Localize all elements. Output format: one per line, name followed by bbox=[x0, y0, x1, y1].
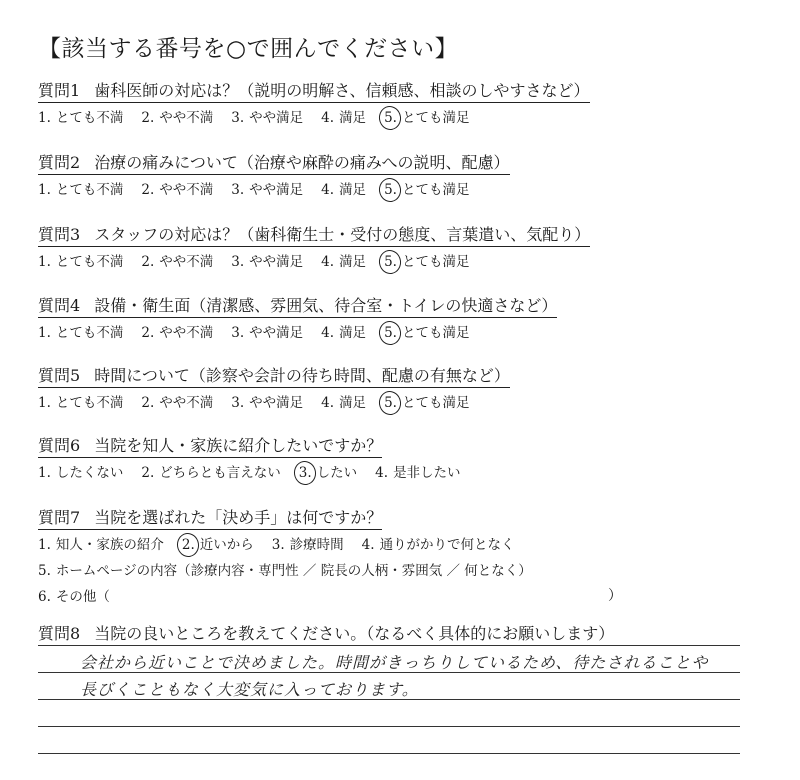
answer-option[interactable] bbox=[272, 533, 344, 553]
answer-option[interactable] bbox=[231, 391, 303, 411]
option-number: 4. bbox=[321, 325, 335, 341]
option-label: 是非したい bbox=[393, 465, 461, 481]
option-label: 近いから bbox=[199, 537, 254, 553]
option-label: とても不満 bbox=[55, 325, 124, 341]
question-2 bbox=[38, 150, 510, 198]
handwritten-answer-line-2: 長びくこともなく大変気に入っております。 bbox=[80, 680, 419, 699]
answer-options bbox=[38, 250, 590, 270]
option-label: 満足 bbox=[339, 110, 367, 126]
answer-option[interactable] bbox=[38, 391, 123, 411]
answer-options bbox=[38, 461, 479, 481]
answer-options bbox=[38, 391, 510, 411]
question-number: 質問7 bbox=[38, 508, 81, 527]
option-label: とても満足 bbox=[401, 325, 470, 341]
answer-option[interactable] bbox=[182, 533, 254, 553]
answer-option[interactable] bbox=[38, 461, 123, 481]
option-number: 4. bbox=[321, 182, 335, 198]
answer-line bbox=[38, 753, 740, 754]
option-number: 1. bbox=[38, 537, 51, 553]
option-number: 4. bbox=[361, 537, 375, 553]
question-6 bbox=[38, 433, 479, 481]
option-label: やや不満 bbox=[159, 395, 214, 411]
question-4 bbox=[38, 293, 557, 341]
option-label: とても満足 bbox=[401, 395, 470, 411]
option-number: 4. bbox=[321, 110, 335, 126]
option-number: 3. bbox=[298, 465, 312, 481]
option-label: とても満足 bbox=[401, 254, 470, 270]
question-text: 設備・衛生面（清潔感、雰囲気、待合室・トイレの快適さなど） bbox=[94, 296, 558, 315]
option-number: 3. bbox=[231, 395, 245, 411]
question-number: 質問5 bbox=[38, 366, 81, 385]
question-text: 治療の痛みについて（治療や麻酔の痛みへの説明、配慮） bbox=[94, 153, 510, 172]
answer-option[interactable] bbox=[38, 559, 532, 579]
option-label: したい bbox=[316, 465, 358, 481]
answer-option[interactable] bbox=[375, 461, 460, 481]
option-number: 1. bbox=[38, 395, 51, 411]
option-number: 1. bbox=[38, 182, 51, 198]
question-heading bbox=[38, 293, 557, 318]
option-label: やや不満 bbox=[159, 325, 214, 341]
question-text: 当院を選ばれた「決め手」は何ですか？ bbox=[94, 508, 383, 527]
option-number: 5. bbox=[38, 563, 51, 579]
option-number: 6. bbox=[38, 589, 51, 605]
question-number: 質問2 bbox=[38, 153, 81, 172]
answer-options bbox=[38, 533, 550, 553]
question-text: 当院の良いところを教えてください。（なるべく具体的にお願いします） bbox=[94, 624, 615, 643]
option-number: 3. bbox=[231, 254, 245, 270]
option-label: やや不満 bbox=[159, 254, 214, 270]
question-number: 質問6 bbox=[38, 436, 81, 455]
answer-option[interactable] bbox=[384, 106, 469, 126]
option-label: やや満足 bbox=[249, 325, 304, 341]
option-label: とても不満 bbox=[55, 182, 124, 198]
option-label: やや不満 bbox=[159, 110, 214, 126]
question-7 bbox=[38, 505, 622, 605]
option-label: やや満足 bbox=[249, 395, 304, 411]
option-label: やや満足 bbox=[249, 254, 304, 270]
option-label: 満足 bbox=[339, 395, 367, 411]
question-heading bbox=[38, 621, 614, 645]
option-number: 2. bbox=[181, 537, 195, 553]
option-label: 満足 bbox=[339, 254, 367, 270]
option-number: 5. bbox=[384, 395, 397, 411]
option-number: 2. bbox=[141, 182, 155, 198]
option-label: 通りがかりで何となく bbox=[379, 537, 515, 553]
answer-option[interactable] bbox=[38, 533, 164, 553]
option-number: 1. bbox=[38, 254, 51, 270]
answer-option[interactable] bbox=[38, 250, 123, 270]
option-number: 2. bbox=[141, 395, 155, 411]
question-text: 当院を知人・家族に紹介したいですか？ bbox=[94, 436, 383, 455]
option-number: 4. bbox=[321, 254, 335, 270]
answer-option[interactable] bbox=[321, 321, 366, 341]
option-label: とても満足 bbox=[401, 182, 470, 198]
option-number: 3. bbox=[231, 182, 245, 198]
question-text: 歯科医師の対応は？（説明の明解さ、信頼感、相談のしやすさなど） bbox=[94, 81, 590, 100]
handwritten-answer-line-1: 会社から近いことで決めました。時間がきっちりしているため、待たされることや bbox=[80, 653, 709, 672]
option-number: 5. bbox=[384, 110, 397, 126]
option-label: 知人・家族の紹介 bbox=[55, 537, 164, 553]
answer-line bbox=[38, 726, 740, 727]
answer-option[interactable] bbox=[384, 391, 469, 411]
answer-option[interactable] bbox=[141, 106, 213, 126]
option-label: とても不満 bbox=[55, 395, 124, 411]
answer-option[interactable] bbox=[231, 321, 303, 341]
answer-options bbox=[38, 178, 510, 198]
answer-option[interactable] bbox=[384, 250, 469, 270]
option-label: とても不満 bbox=[55, 254, 124, 270]
answer-option[interactable] bbox=[38, 106, 123, 126]
option-number: 1. bbox=[38, 325, 51, 341]
option-number: 3. bbox=[231, 325, 245, 341]
option-number: 4. bbox=[375, 465, 389, 481]
answer-option[interactable] bbox=[384, 178, 469, 198]
answer-option[interactable] bbox=[321, 391, 366, 411]
question-3 bbox=[38, 222, 590, 270]
option-number: 5. bbox=[384, 254, 397, 270]
option-label: やや満足 bbox=[249, 182, 304, 198]
option-number: 4. bbox=[321, 395, 335, 411]
answer-option[interactable] bbox=[38, 321, 123, 341]
answer-option[interactable] bbox=[231, 178, 303, 198]
option-label: その他（ bbox=[55, 589, 110, 605]
option-number: 2. bbox=[141, 325, 155, 341]
option-number: 1. bbox=[38, 465, 51, 481]
option-label: やや不満 bbox=[159, 182, 214, 198]
question-heading bbox=[38, 78, 590, 103]
question-heading bbox=[38, 505, 382, 530]
form-title: 【該当する番号を○で囲んでください】 bbox=[38, 36, 459, 62]
option-label: とても満足 bbox=[401, 110, 470, 126]
answer-option-row bbox=[38, 585, 622, 605]
answer-option-other[interactable] bbox=[38, 585, 110, 605]
answer-option[interactable] bbox=[321, 106, 366, 126]
answer-option[interactable] bbox=[384, 321, 469, 341]
question-number: 質問4 bbox=[38, 296, 81, 315]
question-number: 質問8 bbox=[38, 624, 81, 643]
answer-option[interactable] bbox=[321, 178, 366, 198]
other-close-paren: ） bbox=[608, 588, 622, 604]
question-number: 質問3 bbox=[38, 225, 81, 244]
option-label: 診療時間 bbox=[289, 537, 344, 553]
answer-option[interactable] bbox=[38, 178, 123, 198]
answer-options bbox=[38, 321, 557, 341]
option-number: 2. bbox=[141, 254, 155, 270]
option-number: 2. bbox=[141, 110, 155, 126]
question-8 bbox=[38, 621, 614, 645]
question-1 bbox=[38, 78, 590, 126]
question-number: 質問1 bbox=[38, 81, 81, 100]
answer-option[interactable] bbox=[362, 533, 515, 553]
answer-option-row bbox=[38, 559, 550, 579]
question-text: 時間について（診察や会計の待ち時間、配慮の有無など） bbox=[94, 366, 510, 385]
answer-options bbox=[38, 106, 590, 126]
question-heading bbox=[38, 150, 510, 175]
option-label: とても不満 bbox=[55, 110, 124, 126]
option-number: 5. bbox=[384, 325, 397, 341]
question-text: スタッフの対応は？（歯科衛生士・受付の態度、言葉遣い、気配り） bbox=[94, 225, 591, 244]
question-heading bbox=[38, 363, 510, 388]
answer-option[interactable] bbox=[231, 250, 303, 270]
option-label: したくない bbox=[55, 465, 124, 481]
answer-option[interactable] bbox=[141, 321, 213, 341]
answer-line bbox=[38, 645, 740, 646]
question-heading bbox=[38, 433, 382, 458]
option-number: 2. bbox=[141, 465, 155, 481]
answer-option[interactable] bbox=[141, 391, 213, 411]
answer-option[interactable] bbox=[231, 106, 303, 126]
option-label: 満足 bbox=[339, 182, 367, 198]
option-label: やや満足 bbox=[249, 110, 304, 126]
answer-option[interactable] bbox=[321, 250, 366, 270]
question-heading bbox=[38, 222, 590, 247]
answer-option[interactable] bbox=[141, 178, 213, 198]
option-label: ホームページの内容（診療内容・専門性 ／ 院長の人柄・雰囲気 ／ 何となく） bbox=[55, 563, 532, 579]
answer-option[interactable] bbox=[141, 461, 280, 481]
option-label: 満足 bbox=[339, 325, 367, 341]
option-number: 3. bbox=[231, 110, 245, 126]
option-number: 3. bbox=[271, 537, 285, 553]
question-5 bbox=[38, 363, 510, 411]
option-number: 1. bbox=[38, 110, 51, 126]
answer-option[interactable] bbox=[141, 250, 213, 270]
answer-option[interactable] bbox=[299, 461, 357, 481]
option-label: どちらとも言えない bbox=[159, 465, 281, 481]
option-number: 5. bbox=[384, 182, 397, 198]
